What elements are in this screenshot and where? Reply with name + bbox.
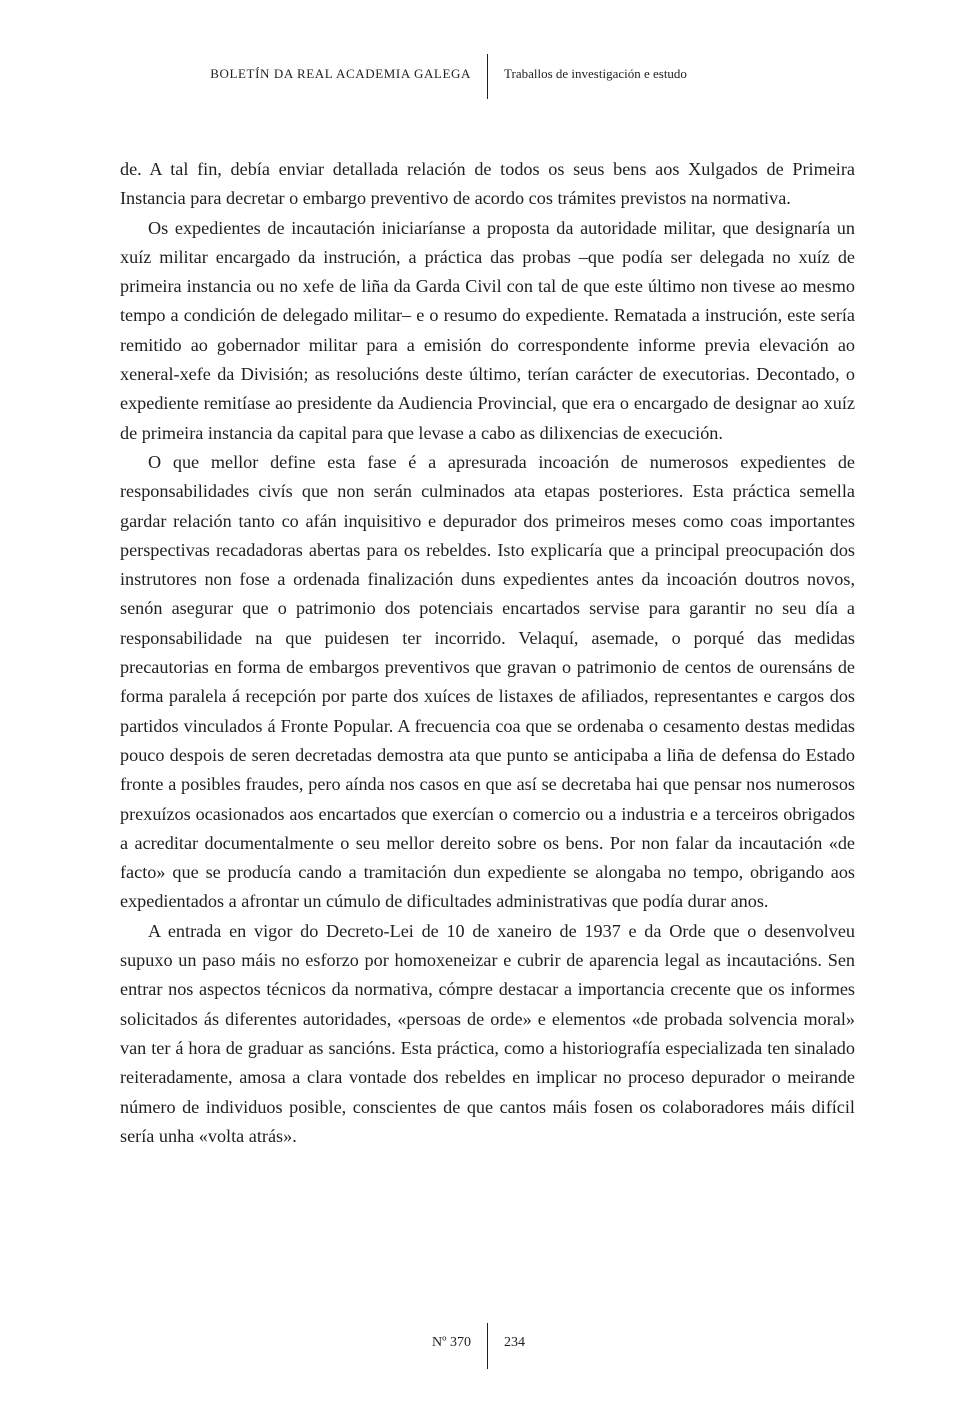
issue-number: Nº 370 — [432, 1335, 471, 1350]
journal-title: BOLETÍN DA REAL ACADEMIA GALEGA — [210, 66, 471, 81]
paragraph: de. A tal fin, debía enviar detallada relación de todos os seus bens aos Xulgados de Primeira Instancia para decretar o embargo preventivo de acordo cos trámites previstos na normativa. — [120, 159, 855, 209]
section-title: Traballos de investigación e estudo — [504, 66, 687, 81]
running-header — [0, 60, 975, 100]
header-divider — [487, 54, 488, 99]
footer-divider — [487, 1323, 488, 1369]
paragraph: O que mellor define esta fase é a apresurada incoación de numerosos expedientes de responsabilidades civís que non serán culminados ata etapas posteriores. Esta práctica semella gardar relación tanto co afán inquisitivo e depurador dos primeiros meses como coas importantes perspectivas recadadoras abertas para os rebeldes. Isto explicaría que a principal preocupación dos instrutores non fose a ordenada finalización duns expedientes antes da incoación doutros novos, senón asegurar que o patrimonio dos potenciais encartados servise para garantir no seu día a responsabilidade na que puidesen ter incorrido. Velaquí, asemade, o porqué das medidas precautorias en forma de embargos preventivos que gravan o patrimonio de centos de ourensáns de forma paralela á recepción por parte dos xuíces de listaxes de afiliados, representantes e cargos dos partidos vinculados á Fronte Popular. A frecuencia coa que se ordenaba o cesamento destas medidas pouco despois de seren decretadas demostra ata que punto se anticipaba a liña de defensa do Estado fronte a posibles fraudes, pero aínda nos casos en que así se decretaba hai que pensar nos numerosos prexuízos ocasionados aos encartados que exercían o comercio ou a industria e a terceiros obrigados a acreditar documentalmente o seu mellor dereito sobre os bens. Por non falar da incautación «de facto» que se producía cando a tramitación dun expediente se alongaba no tempo, obrigando aos expedientados a afrontar un cúmulo de dificultades administrativas que podía durar anos. — [120, 451, 855, 912]
running-footer — [0, 1325, 975, 1375]
paragraph: A entrada en vigor do Decreto-Lei de 10 de xaneiro de 1937 e da Orde que o desenvolveu supuxo un paso máis no esforzo por homoxeneizar e cubrir de aparencia legal as incautacións. Sen entrar nos aspectos técnicos da normativa, cómpre destacar a importancia crecente que os informes solicitados ás diferentes autoridades, «persoas de orde» e elementos «de probada solvencia moral» van ter á hora de graduar as sancións. Esta práctica, como a historiografía especializada ten sinalado reiteradamente, amosa a clara vontade dos rebeldes en implicar no proceso depurador o meirande número de individuos posible, conscientes de que cantos máis fosen os colaboradores máis difícil sería unha «volta atrás». — [120, 920, 855, 1146]
paragraph: Os expedientes de incautación iniciaríanse a proposta da autoridade militar, que designaría un xuíz militar encargado da instrución, a práctica das probas –que podía ser delegada no xuíz de primeira instancia ou no xefe de liña da Garda Civil con tal de que este último non tivese ao mesmo tempo a condición de delegado militar– e o resumo do expediente. Rematada a instrución, este sería remitido ao gobernador militar para a emisión do correspondente informe previa elevación ao xeneral-xefe da División; as resolucións deste último, terían carácter de executorias. Decontado, o expediente remitíase ao presidente da Audiencia Provincial, que era o encargado de designar ao xuíz de primeira instancia da capital para que levase a cabo as dilixencias de execución. — [120, 217, 855, 443]
body-text — [120, 155, 855, 1151]
page-number: 234 — [504, 1335, 525, 1350]
